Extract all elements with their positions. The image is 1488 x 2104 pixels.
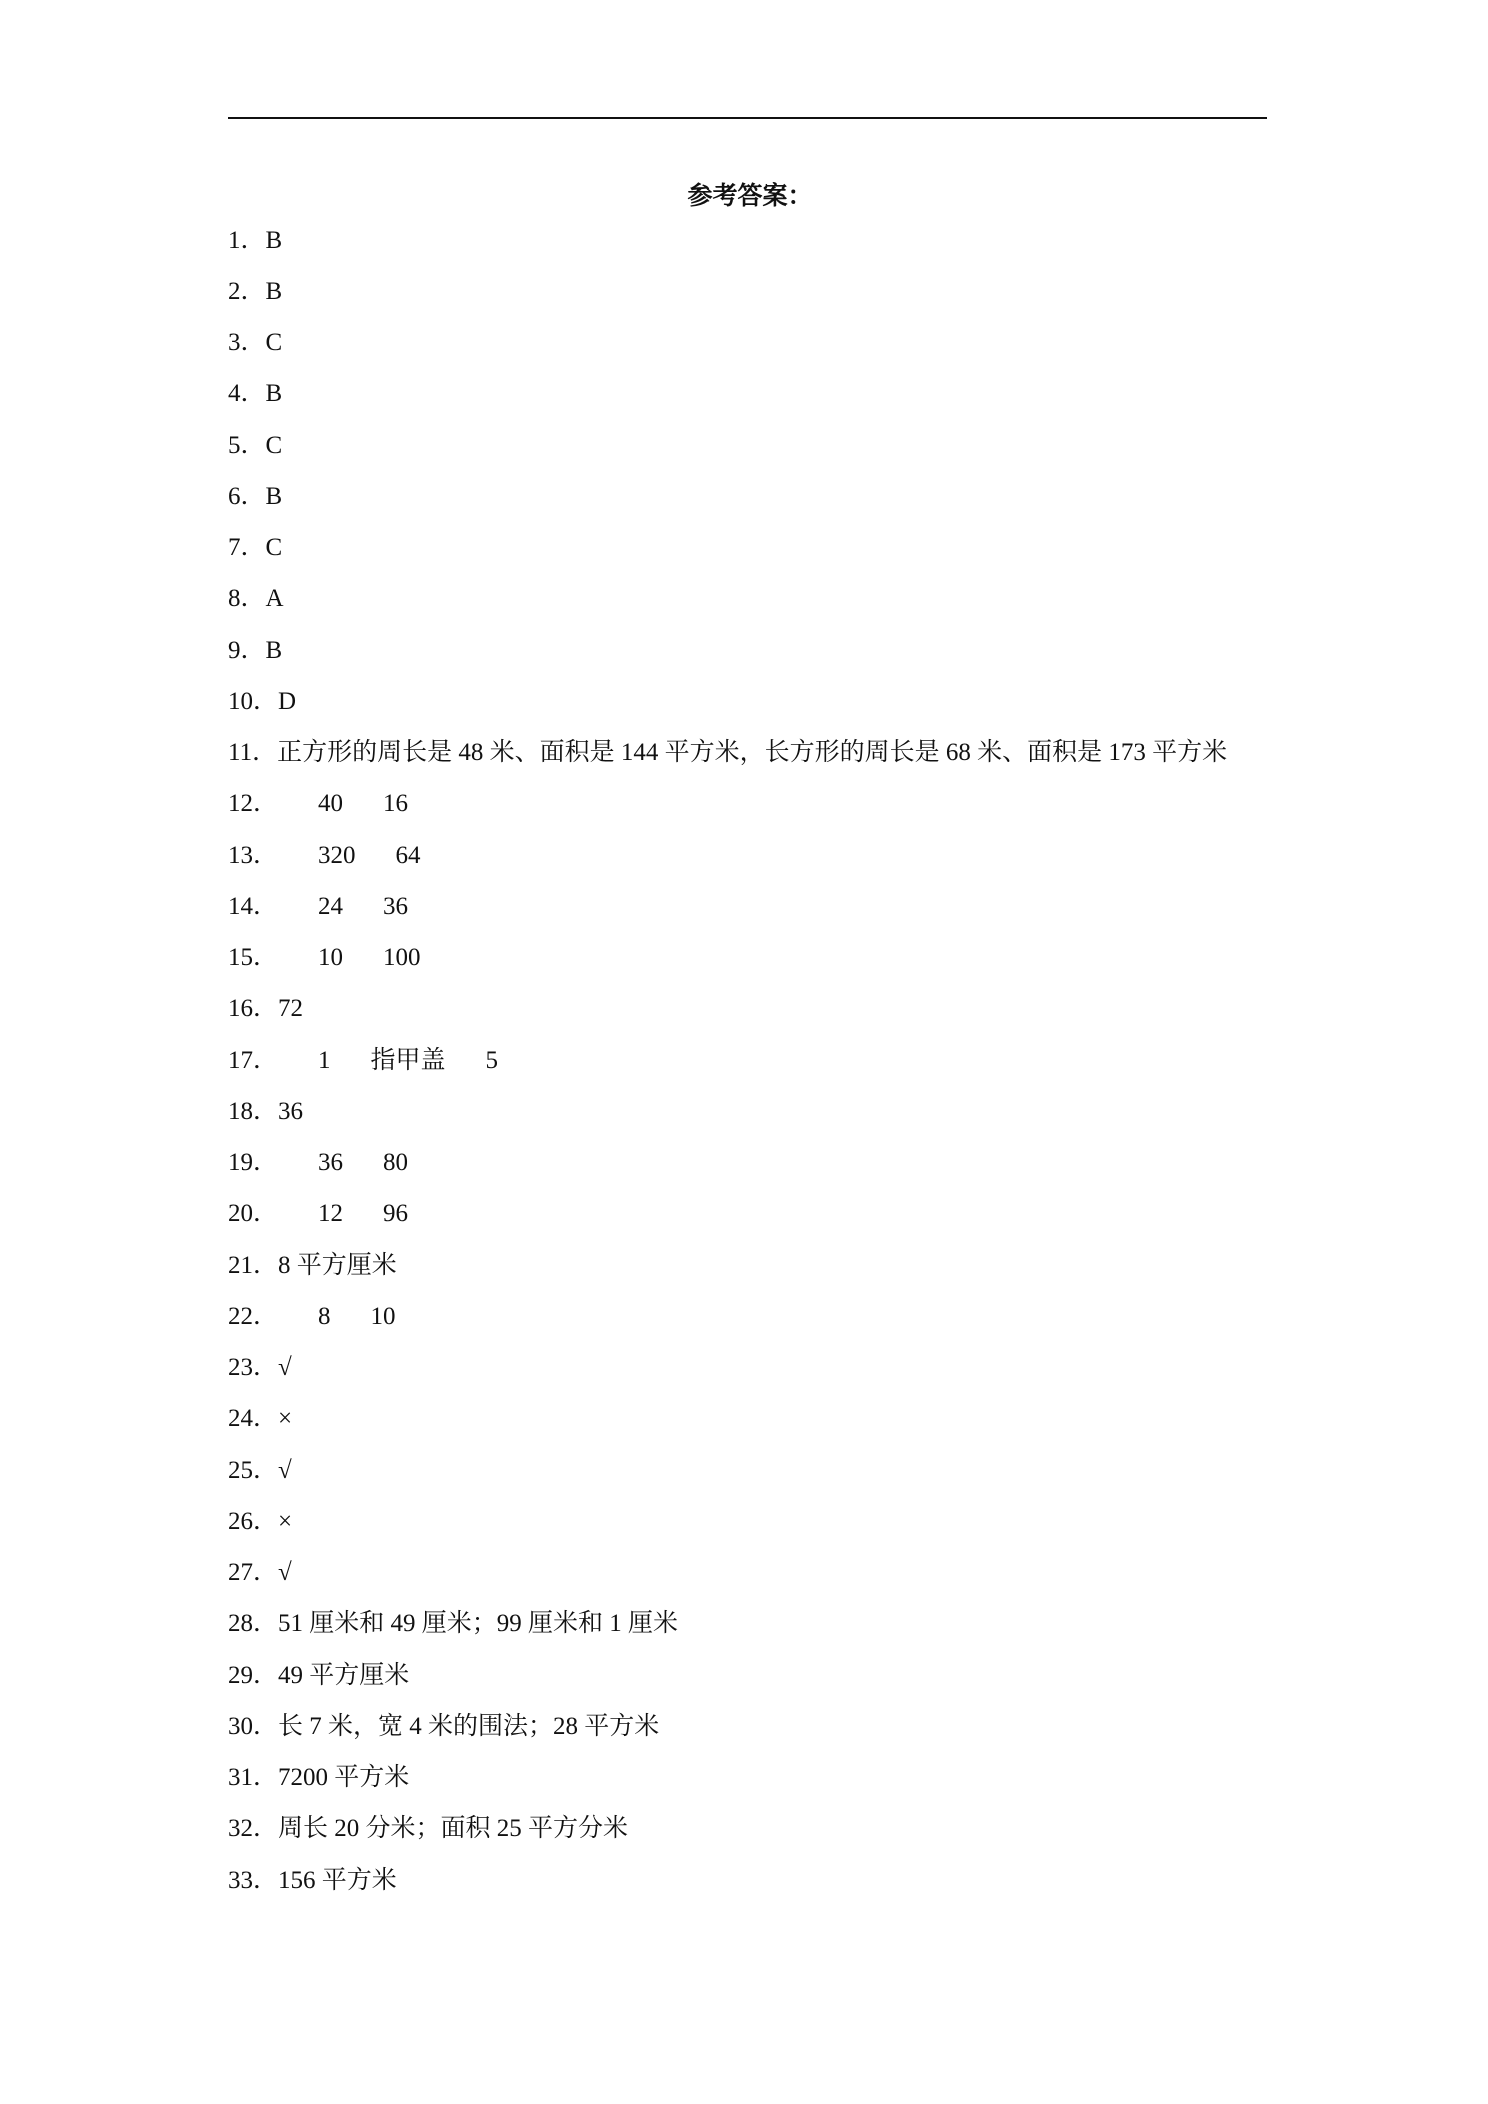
answer-item	[228, 420, 1227, 471]
answer-content	[278, 1251, 397, 1281]
answer-content	[278, 1609, 678, 1639]
answer-content	[278, 1097, 303, 1127]
answer-item	[228, 728, 1227, 779]
answer-number: 30．	[228, 1712, 279, 1740]
answer-part: B	[265, 482, 283, 510]
answer-content	[278, 1712, 659, 1742]
answer-part: 24	[318, 892, 344, 920]
answer-item	[228, 471, 1227, 522]
answer-number: 21．	[228, 1251, 279, 1279]
answer-item	[228, 1394, 1227, 1445]
answer-item	[228, 574, 1227, 625]
answer-item	[228, 1753, 1227, 1804]
answer-part: √	[278, 1456, 292, 1484]
answer-item	[228, 1599, 1227, 1650]
answer-part: 36	[278, 1097, 304, 1125]
answer-part: 36	[383, 892, 409, 920]
answer-part: 49 平方厘米	[278, 1661, 410, 1689]
answer-part: 64	[395, 841, 421, 869]
answer-part: A	[265, 585, 284, 613]
answer-item	[228, 1086, 1227, 1137]
answer-part: 长 7 米，宽 4 米的围法；28 平方米	[278, 1712, 660, 1740]
answer-content	[278, 1507, 292, 1537]
answer-part: 40	[318, 790, 344, 818]
answer-number: 27．	[228, 1559, 279, 1587]
answer-list	[228, 215, 1227, 1906]
answer-content	[266, 482, 283, 512]
answer-part: 72	[278, 995, 304, 1023]
answer-item	[228, 1701, 1227, 1752]
answer-number: 16．	[228, 995, 279, 1023]
answer-number: 13．	[228, 841, 279, 869]
answer-part: 36	[318, 1149, 344, 1177]
answer-part: 周长 20 分米；面积 25 平方分米	[278, 1815, 629, 1843]
answer-part: 12	[318, 1200, 344, 1228]
answer-item	[228, 266, 1227, 317]
answer-part: 7200 平方米	[278, 1764, 410, 1792]
answer-content	[277, 738, 1227, 768]
answer-content	[278, 994, 303, 1024]
answer-content	[266, 277, 283, 307]
answer-item	[228, 1035, 1227, 1086]
answer-content	[278, 1404, 292, 1434]
answer-content	[266, 636, 283, 666]
answer-content	[278, 1763, 409, 1793]
answer-content	[266, 431, 283, 461]
answer-item	[228, 318, 1227, 369]
answer-number: 31．	[228, 1764, 279, 1792]
answer-part: 80	[383, 1149, 409, 1177]
answer-part: 10	[318, 944, 344, 972]
answer-part: ×	[278, 1507, 293, 1535]
answer-content	[266, 584, 284, 614]
answer-number: 25．	[228, 1456, 279, 1484]
answer-content	[266, 226, 283, 256]
answer-part: B	[265, 380, 283, 408]
answer-part: C	[265, 431, 283, 459]
answer-number: 33．	[228, 1866, 279, 1894]
answer-item	[228, 215, 1227, 266]
answer-item	[228, 1650, 1227, 1701]
answer-number: 15．	[228, 944, 279, 972]
answer-part: B	[265, 226, 283, 254]
answer-item	[228, 984, 1227, 1035]
answer-item	[228, 1804, 1227, 1855]
answer-content	[318, 1302, 436, 1332]
answer-item	[228, 1291, 1227, 1342]
answer-content	[266, 328, 283, 358]
answer-part: √	[278, 1559, 292, 1587]
answer-number: 22．	[228, 1302, 279, 1330]
answer-number: 1．	[228, 226, 266, 254]
answer-part: √	[278, 1354, 292, 1382]
answer-part: 正方形的周长是 48 米、面积是 144 平方米，长方形的周长是 68 米、面积是 173 平方米	[277, 739, 1228, 767]
answer-content	[318, 1046, 538, 1076]
answer-number: 18．	[228, 1097, 279, 1125]
answer-number: 29．	[228, 1661, 279, 1689]
answer-part: 10	[370, 1302, 396, 1330]
answer-content	[318, 789, 448, 819]
answer-part: D	[278, 687, 297, 715]
answer-number: 6．	[228, 482, 266, 510]
answer-item	[228, 1445, 1227, 1496]
page-title: 参考答案：	[687, 183, 813, 210]
answer-content	[318, 1148, 448, 1178]
answer-number: 14．	[228, 892, 279, 920]
answer-number: 28．	[228, 1610, 279, 1638]
answer-content	[278, 1558, 292, 1588]
answer-number: 8．	[228, 585, 266, 613]
answer-part: 16	[383, 790, 409, 818]
answer-content	[278, 1456, 292, 1486]
answer-content	[278, 1661, 409, 1691]
answer-item	[228, 1240, 1227, 1291]
answer-part: 5	[485, 1046, 499, 1074]
answer-part: B	[265, 277, 283, 305]
answer-part: ×	[278, 1405, 293, 1433]
answer-item	[228, 676, 1227, 727]
answer-content	[278, 1353, 292, 1383]
answer-item	[228, 830, 1227, 881]
answer-number: 4．	[228, 380, 266, 408]
answer-part: 51 厘米和 49 厘米；99 厘米和 1 厘米	[278, 1610, 679, 1638]
answer-number: 2．	[228, 277, 266, 305]
answer-content	[278, 687, 296, 717]
answer-number: 7．	[228, 534, 266, 562]
answer-part: 156 平方米	[278, 1866, 397, 1894]
answer-content	[318, 943, 461, 973]
answer-number: 19．	[228, 1149, 279, 1177]
answer-number: 32．	[228, 1815, 279, 1843]
answer-number: 26．	[228, 1507, 279, 1535]
answer-item	[228, 1138, 1227, 1189]
answer-part: 8 平方厘米	[278, 1251, 397, 1279]
answer-number: 23．	[228, 1354, 279, 1382]
answer-content	[266, 379, 283, 409]
answer-item	[228, 1343, 1227, 1394]
answer-part: 320	[318, 841, 356, 869]
answer-content	[278, 1814, 628, 1844]
answer-item	[228, 1855, 1227, 1906]
answer-part: 100	[383, 944, 421, 972]
answer-content	[266, 533, 283, 563]
answer-item	[228, 1189, 1227, 1240]
answer-item	[228, 881, 1227, 932]
answer-part: 96	[383, 1200, 409, 1228]
answer-item	[228, 625, 1227, 676]
answer-part: C	[265, 534, 283, 562]
answer-item	[228, 369, 1227, 420]
answer-number: 24．	[228, 1405, 279, 1433]
answer-content	[318, 892, 448, 922]
answer-number: 5．	[228, 431, 266, 459]
answer-number: 9．	[228, 636, 266, 664]
answer-number: 20．	[228, 1200, 279, 1228]
answer-number: 17．	[228, 1046, 279, 1074]
answer-item	[228, 1548, 1227, 1599]
answer-item	[228, 523, 1227, 574]
answer-content	[318, 841, 461, 871]
answer-part: B	[265, 636, 283, 664]
header-rule	[228, 117, 1267, 119]
answer-number: 12．	[228, 790, 279, 818]
answer-part: 指甲盖	[370, 1046, 446, 1074]
answer-part: 1	[318, 1046, 331, 1074]
answer-item	[228, 779, 1227, 830]
answer-part: C	[265, 329, 283, 357]
answer-item	[228, 1496, 1227, 1547]
answer-content	[318, 1199, 448, 1229]
answer-number: 11．	[228, 739, 278, 767]
answer-number: 10．	[228, 687, 279, 715]
answer-item	[228, 933, 1227, 984]
answer-number: 3．	[228, 329, 266, 357]
answer-content	[278, 1866, 397, 1896]
answer-part: 8	[318, 1302, 331, 1330]
